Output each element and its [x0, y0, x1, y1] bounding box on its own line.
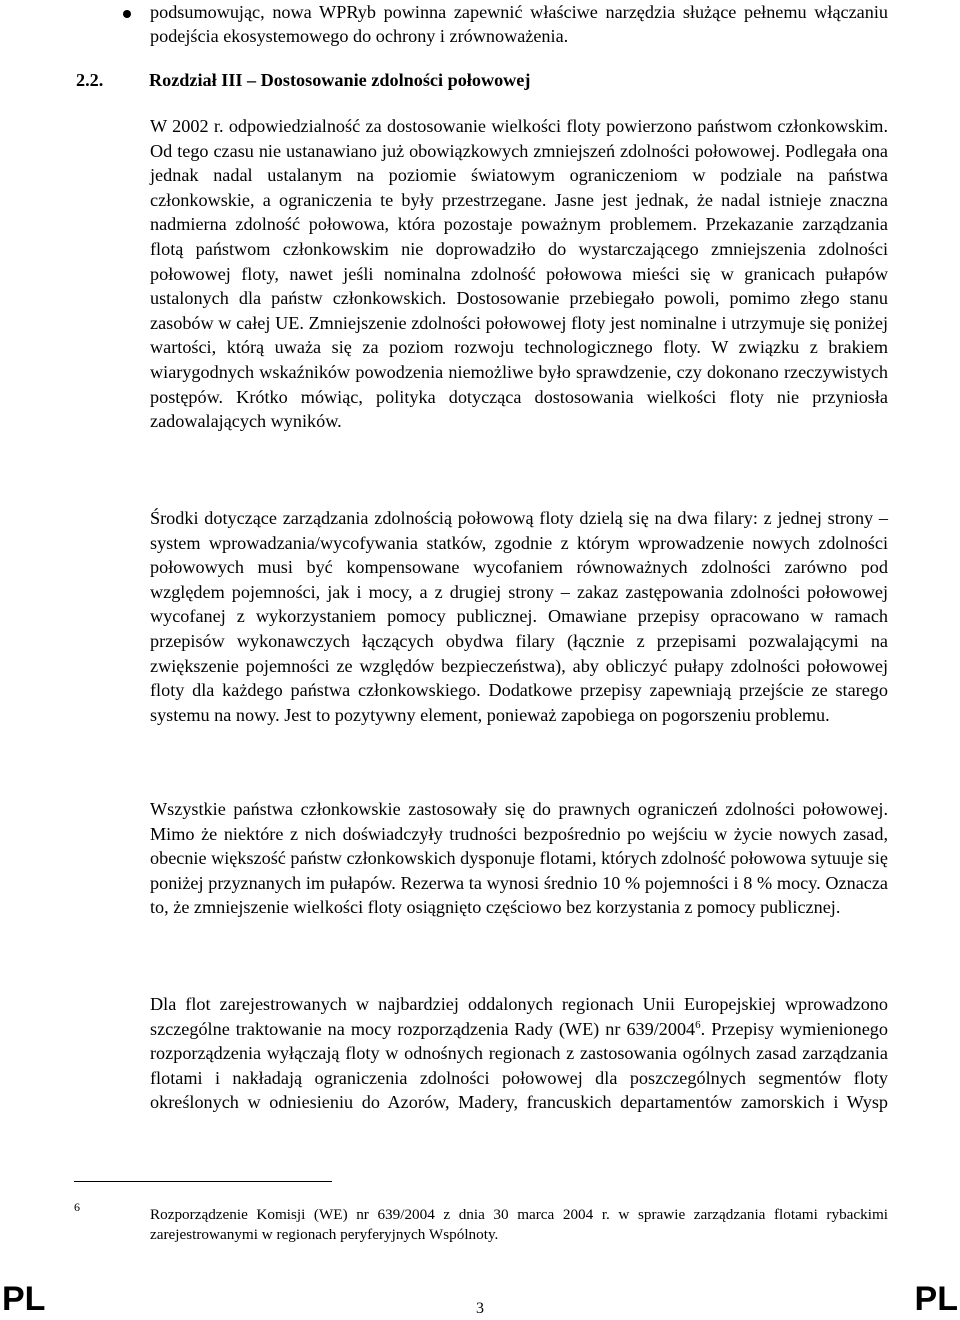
- footnote-reference[interactable]: 6: [695, 1018, 701, 1031]
- paragraph-1: W 2002 r. odpowiedzialność za dostosowanie wielkości floty powierzono państwom członkowskim. Od tego czasu nie ustanawiano już obowiązkowych zmniejszeń zdolności połowowej. Podlegała ona jednak nadal ustalanym na poziomie światowym ograniczeniom w podziale na państwa członkowskie, a ograniczenia te były przestrzegane. Jasne jest jednak, że nadal istnieje znaczna nadmierna zdolność połowowa, która pozostaje poważnym problemem. Przekazanie zarządzania flotą państwom członkowskim nie doprowadziło do wystarczającego zmniejszenia zdolności połowowej floty, nawet jeśli nominalna zdolność połowowa mieści się w granicach pułapów ustalonych dla państw członkowskich. Dostosowanie przebiegało powoli, pomimo złego stanu zasobów w całej UE. Zmniejszenie zdolności połowowej floty jest nominalne i utrzymuje się poniżej wartości, którą uważa się za poziom rozwoju technologicznego floty. W związku z brakiem wiarygodnych wskaźników powodzenia niemożliwe było sprawdzenie, czy dokonano rzeczywistych postępów. Krótko mówiąc, polityka dotycząca dostosowania wielkości floty nie przyniosła zadowalających wyników.: [150, 116, 888, 432]
- bullet-dot-icon: [123, 10, 131, 18]
- paragraph-4: [150, 992, 888, 1115]
- section-heading: [76, 68, 530, 92]
- footnote-divider: [74, 1181, 332, 1182]
- paragraph-4-text-before: Dla flot zarejestrowanych w najbardziej oddalonych regionach Unii Europejskiej wprowadzono szczególne traktowanie na mocy rozporządzenia Rady (WE) nr 639/2004: [150, 994, 888, 1039]
- section-number: 2.2.: [76, 70, 104, 90]
- language-code-left: PL: [2, 1280, 46, 1318]
- language-code-right: PL: [914, 1280, 958, 1318]
- page-number: 3: [476, 1300, 484, 1317]
- paragraph-3: Wszystkie państwa członkowskie zastosowały się do prawnych ograniczeń zdolności połowowej. Mimo że niektóre z nich doświadczyły trudności bezpośrednio po wejściu w życie nowych zasad, obecnie większość państw członkowskich dysponuje flotami, których zdolność połowowa sytuuje się poniżej przyznanych im pułapów. Rezerwa ta wynosi średnio 10 % pojemności i 8 % mocy. Oznacza to, że zmniejszenie wielkości floty osiągnięto częściowo bez korzystania z pomocy publicznej.: [150, 799, 888, 918]
- footnote-number: 6: [74, 1200, 80, 1214]
- paragraph-2: Środki dotyczące zarządzania zdolnością połowową floty dzielą się na dwa filary: z jednej strony – system wprowadzania/wycofywania statków, zgodnie z którym wprowadzenie nowych zdolności połowowych musi być kompensowane wycofaniem równoważnych zdolności zarówno pod względem pojemności, jak i mocy, a z drugiej strony – zakaz zastępowania zdolności połowowej wycofanej z wykorzystaniem pomocy publicznej. Omawiane przepisy opracowano w ramach przepisów wykonawczych łączących obydwa filary (łącznie z przepisami pozwalającymi na zwiększenie pojemności ze względów bezpieczeństwa), aby obliczyć pułapy zdolności połowowej floty dla każdego państwa członkowskiego. Dodatkowe przepisy zapewniają przejście ze starego systemu na nowy. Jest to pozytywny element, ponieważ zapobiega on pogorszeniu problemu.: [150, 508, 888, 725]
- bullet-item: [150, 0, 888, 48]
- section-title: Rozdział III – Dostosowanie zdolności połowowej: [149, 70, 531, 90]
- paragraph-4-text-after: . Przepisy wymienionego rozporządzenia wyłączają floty w odnośnych regionach z zastosowania ogólnych zasad zarządzania flotami i nakładają ograniczenia zdolności połowowej dla poszczególnych segmentów floty określonych w odniesieniu do Azorów, Madery, francuskich departamentów zamorskich i Wysp: [150, 1018, 888, 1113]
- bullet-text: podsumowując, nowa WPRyb powinna zapewnić właściwe narzędzia służące pełnemu włączaniu podejścia ekosystemowego do ochrony i zrównoważenia.: [150, 2, 888, 46]
- footnote-text: Rozporządzenie Komisji (WE) nr 639/2004 z dnia 30 marca 2004 r. w sprawie zarządzania flotami rybackimi zarejestrowanymi w regionach peryferyjnych Wspólnoty.: [150, 1206, 888, 1243]
